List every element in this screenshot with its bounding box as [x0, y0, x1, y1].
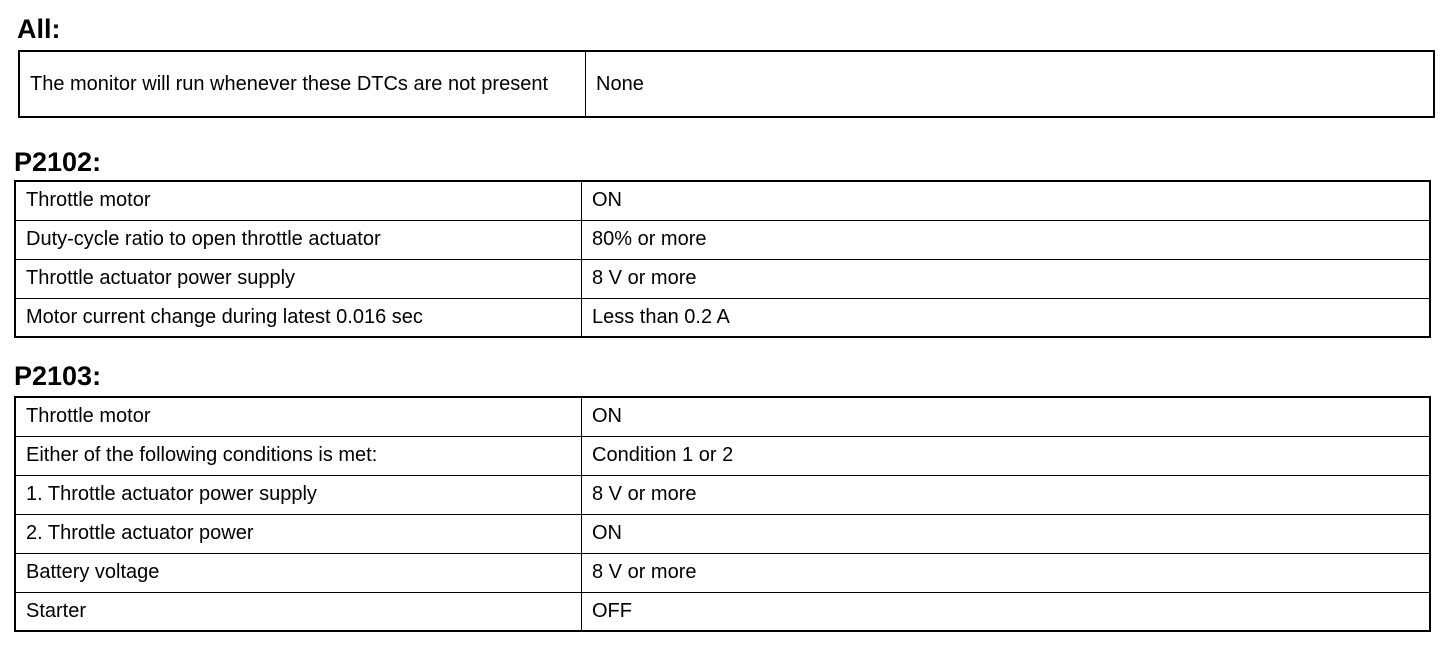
condition-cell: 2. Throttle actuator power [15, 514, 582, 553]
condition-cell: Throttle motor [15, 397, 582, 436]
conditions-table-p2103 [14, 396, 1431, 632]
condition-cell: Duty-cycle ratio to open throttle actuator [15, 220, 582, 259]
section-title-p2103: P2103: [14, 361, 102, 391]
condition-cell: Starter [15, 592, 582, 631]
conditions-table-all [18, 50, 1435, 118]
section-title-p2102: P2102: [14, 147, 102, 177]
table-row [19, 51, 1434, 117]
condition-cell: The monitor will run whenever these DTCs are not present [19, 51, 586, 117]
condition-cell: Motor current change during latest 0.016 sec [15, 298, 582, 337]
condition-cell: Throttle actuator power supply [15, 259, 582, 298]
value-cell: 8 V or more [582, 553, 1431, 592]
condition-cell: 1. Throttle actuator power supply [15, 475, 582, 514]
table-row [15, 436, 1430, 475]
table-row [15, 592, 1430, 631]
value-cell: 80% or more [582, 220, 1431, 259]
table-row [15, 553, 1430, 592]
table-row [15, 220, 1430, 259]
table-row [15, 181, 1430, 220]
table-row [15, 475, 1430, 514]
value-cell: ON [582, 181, 1431, 220]
value-cell: 8 V or more [582, 475, 1431, 514]
value-cell: 8 V or more [582, 259, 1431, 298]
value-cell: OFF [582, 592, 1431, 631]
table-row [15, 259, 1430, 298]
condition-cell: Throttle motor [15, 181, 582, 220]
value-cell: ON [582, 514, 1431, 553]
condition-cell: Battery voltage [15, 553, 582, 592]
table-row [15, 397, 1430, 436]
conditions-table-p2102 [14, 180, 1431, 338]
value-cell: Less than 0.2 A [582, 298, 1431, 337]
section-title-all: All: [17, 14, 61, 44]
value-cell: None [586, 51, 1435, 117]
value-cell: Condition 1 or 2 [582, 436, 1431, 475]
table-row [15, 298, 1430, 337]
table-row [15, 514, 1430, 553]
value-cell: ON [582, 397, 1431, 436]
condition-cell: Either of the following conditions is met: [15, 436, 582, 475]
